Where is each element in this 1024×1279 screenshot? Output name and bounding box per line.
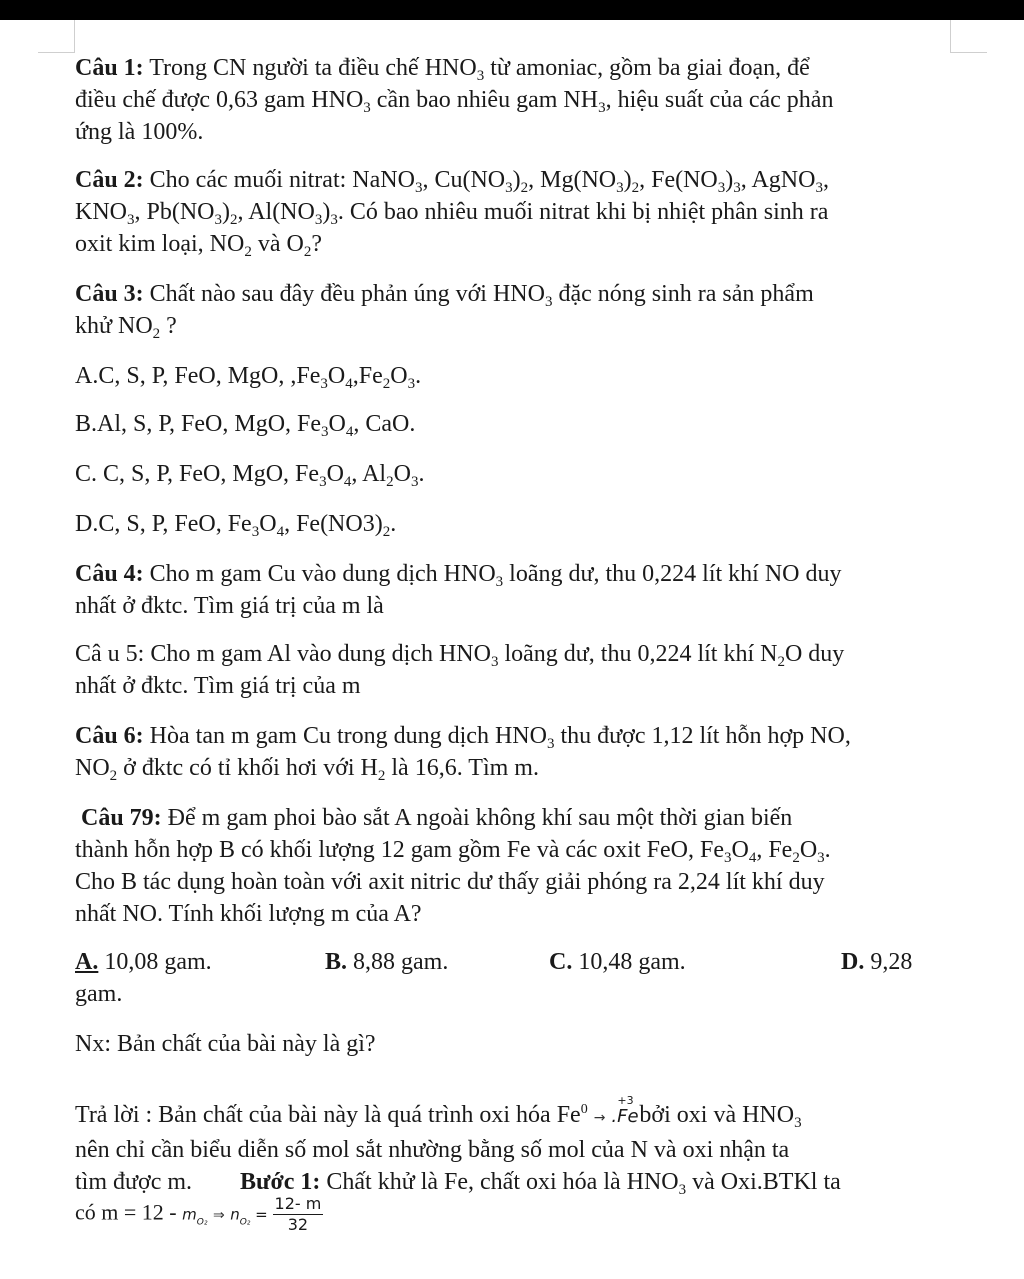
question-5: Câ u 5: Cho m gam Al vào dung dịch $HNO_3$ loãng dư, thu 0,224 lít khí $N_2O$ duy nhất ở đktc. Tìm giá trị của m xyxy=(75,641,845,699)
question-4: Câu 4: Cho m gam Cu vào dung dịch $HNO_3$ loãng dư, thu 0,224 lít khí NO duy nhất ở đktc. Tìm giá trị của m là xyxy=(75,561,842,619)
option-a: A.C, S, P, FeO, MgO, $,Fe_3O_4,Fe_2O_3$. xyxy=(75,363,422,392)
question-3: Câu 3: Chất nào sau đây đều phản úng với $HNO_3$ đặc nóng sinh ra sản phẩm khử $NO_2$ ? xyxy=(75,281,814,342)
answer-d-continued: gam. xyxy=(75,981,123,1007)
question-2: Câu 2: Cho các muối nitrat: NaNO$_3$, $Cu(NO_3)_2$, $Mg(NO_3)_2$, $Fe(NO_3)_3$, AgNO$_3$, $KNO_3$, $Pb(NO_3)_2$, $Al(NO_3)_3$. Có bao nhiêu muối nitrat khi bị nhiệt phân sinh ra oxit kim loại, $NO_2$ và $O_2$? xyxy=(75,167,829,260)
question-79: Câu 79: Để m gam phoi bào sắt A ngoài không khí sau một thời gian biến thành hỗn hợp B có khối lượng 12 gam gồm Fe và các oxit FeO, $Fe_3O_4$, $Fe_2O_3$. Cho B tác dụng hoàn toàn với axit nitric dư thấy giải phóng ra 2,24 lít khí duy nhất NO. Tính khối lượng m của A? xyxy=(75,805,831,927)
question-6: Câu 6: Hòa tan m gam Cu trong dung dịch $HNO_3$ thu được 1,12 lít hỗn hợp NO, $NO_2$ ở đktc có tỉ khối hơi với $H_2$ là 16,6. Tìm m. xyxy=(75,723,851,784)
answer-choices xyxy=(75,946,955,1010)
answer-b: B. 8,88 gam. xyxy=(325,949,449,975)
answer-d: D. 9,28 xyxy=(841,949,913,975)
top-black-bar xyxy=(0,0,1024,20)
arrow-icon: → xyxy=(593,1110,606,1126)
question-1: Câu 1: Trong CN người ta điều chế $HNO_3$ từ amoniac, gồm ba giai đoạn, để điều chế được 0,63 gam $HNO_3$ cần bao nhiêu gam $NH_3$, hiệu suất của các phản ứng là 100%. xyxy=(75,55,834,145)
answer-a: A. 10,08 gam. xyxy=(75,949,212,975)
option-d: D.C, S, P, FeO, $Fe_3O_4$, $Fe(NO3)_2$. xyxy=(75,511,397,540)
implies-arrow-icon: ⇒ xyxy=(212,1207,225,1224)
option-b: B.Al, S, P, FeO, MgO, $Fe_3O_4$, CaO. xyxy=(75,411,416,440)
fe-oxidation-state: +3 .Fe xyxy=(611,1094,639,1127)
answer-c: C. 10,48 gam. xyxy=(549,949,686,975)
page-corner-mark-right xyxy=(950,20,987,53)
option-c: C. C, S, P, FeO, MgO, $Fe_3O_4$, $Al_2O_3$. xyxy=(75,461,425,490)
answer-explanation: Trả lời : Bản chất của bài này là quá trình oxi hóa $Fe^0$ → +3 .Fe bởi oxi và $HNO_3$ nên chỉ cần biểu diễn số mol sắt nhường bằng số mol của N và oxi nhận ta tìm được m. Bước 1: Chất khử là Fe, chất oxi hóa là $HNO_3$ và Oxi.BTKl ta xyxy=(75,1094,841,1198)
fraction: $\frac{12- m}{32}$ xyxy=(274,1194,322,1234)
formula-line: có $m = 12 - m_{O_2}$ ⇒ $n_{O_2}$ = $\frac{12- m}{32}$ xyxy=(75,1194,322,1234)
nx-question: Nx: Bản chất của bài này là gì? xyxy=(75,1031,376,1057)
page-corner-mark-left xyxy=(38,20,75,53)
